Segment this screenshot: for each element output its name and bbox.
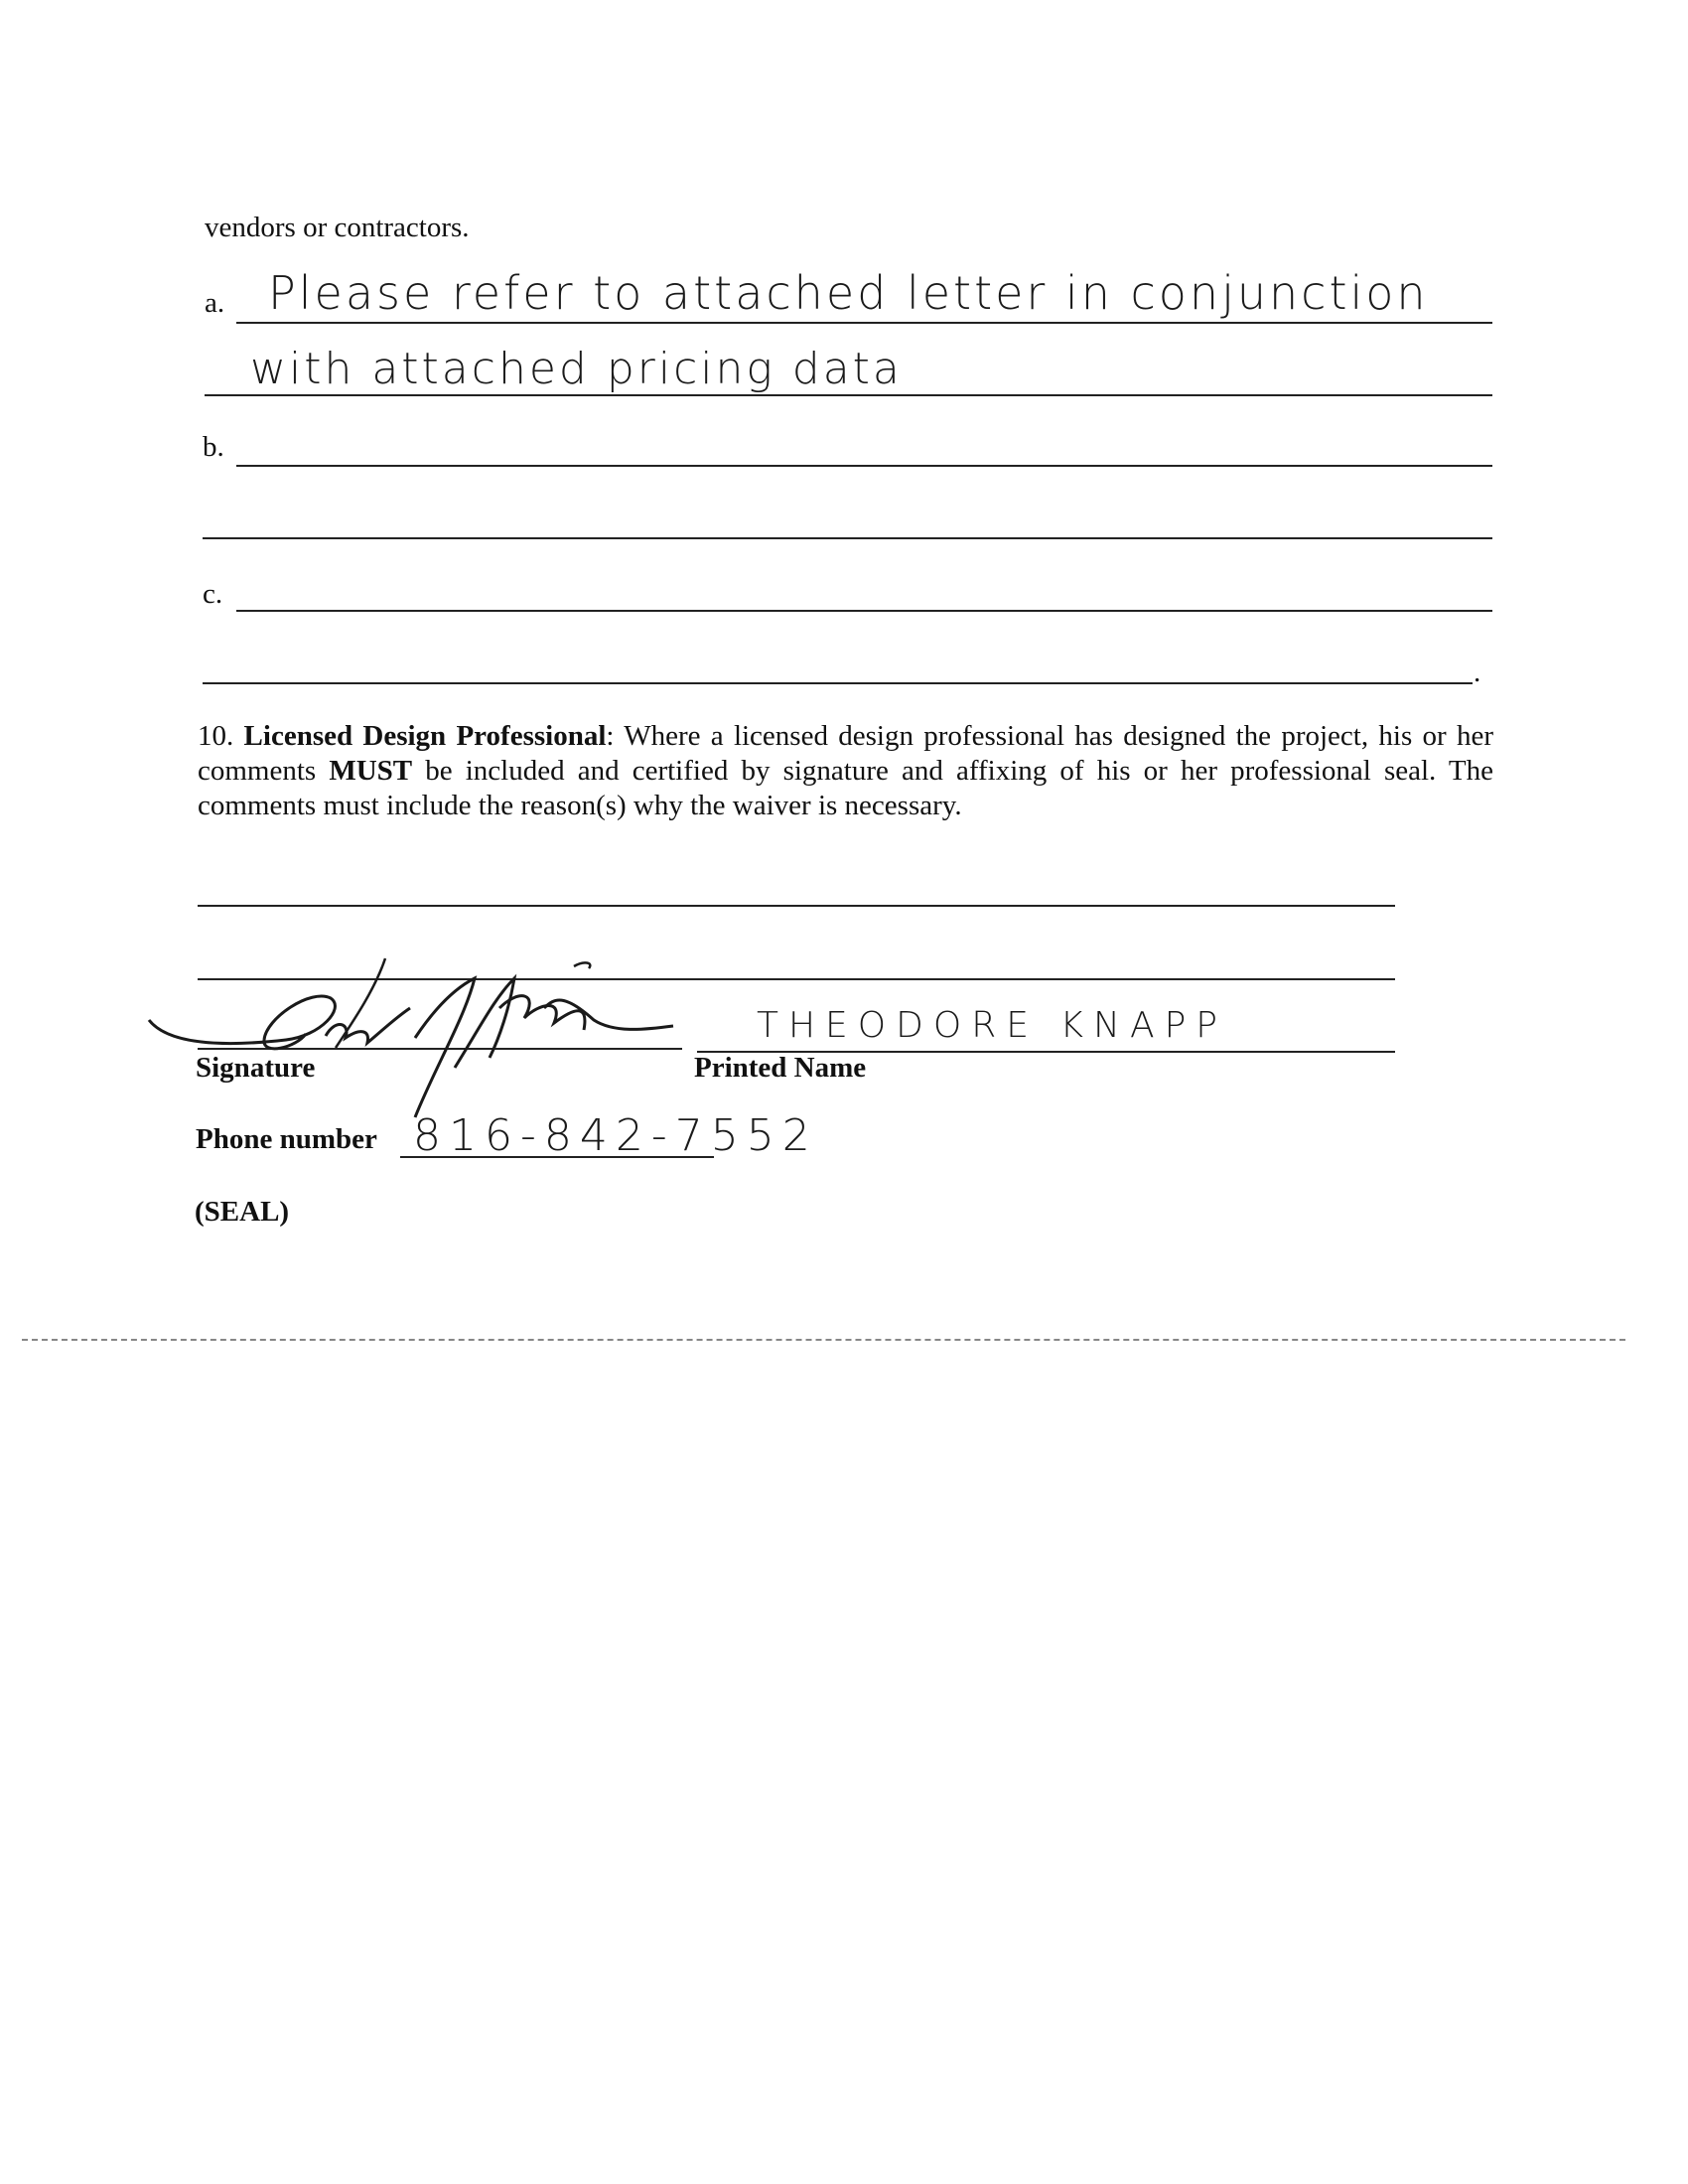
section-10-paragraph (198, 719, 1493, 823)
item-b-line-1 (236, 465, 1492, 467)
item-b-label: b. (203, 431, 224, 463)
section-10-heading: Licensed Design Professional (243, 720, 607, 752)
printed-name-label: Printed Name (694, 1052, 867, 1084)
handwritten-signature (147, 948, 683, 1127)
item-a-handwritten-line-2: with attached pricing data (250, 344, 903, 394)
section-10-text-part-2: be included and certified by signature and affixing of his or her professional seal. The comments must include the reason(s) why the waiver is necessary. (198, 755, 1493, 821)
scan-separator-line (22, 1339, 1625, 1341)
phone-number-label: Phone number (196, 1123, 377, 1155)
seal-label: (SEAL) (195, 1196, 290, 1228)
item-a-line-2 (205, 394, 1492, 396)
intro-text: vendors or contractors. (205, 212, 470, 243)
section-10-text-part-1: : Where a licensed design professional has designed the project, his or her comments (198, 720, 1494, 787)
signature-label: Signature (196, 1052, 316, 1084)
handwritten-printed-name: THEODORE KNAPP (757, 1005, 1227, 1046)
item-a-line-1 (236, 322, 1492, 324)
comment-line-1 (198, 905, 1395, 907)
handwritten-phone-number: 816-842-7552 (413, 1110, 818, 1161)
section-10-number: 10. (198, 720, 234, 752)
item-c-label: c. (203, 578, 223, 610)
item-b-line-2 (203, 537, 1492, 539)
item-a-handwritten-line-1: Please refer to attached letter in conjunction (268, 266, 1429, 320)
section-10-must: MUST (329, 755, 413, 787)
item-c-line-2 (203, 682, 1473, 684)
item-c-period: . (1474, 656, 1481, 688)
item-c-line-1 (236, 610, 1492, 612)
item-a-label: a. (205, 287, 225, 319)
